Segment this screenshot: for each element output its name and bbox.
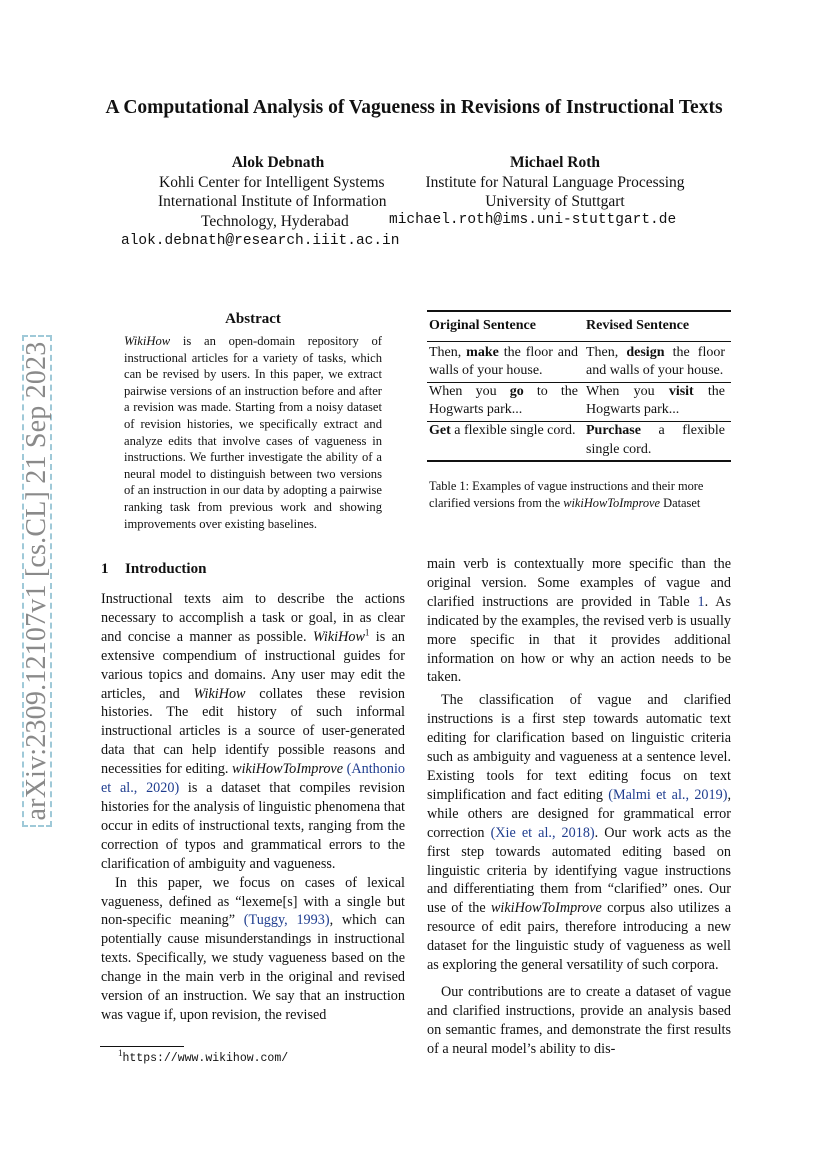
citation-link[interactable]: (Tuggy, 1993) — [243, 912, 330, 929]
text-run: main verb is contextually more specific than the original version. Some examples of vague and clarified instructions are provided in Table — [427, 556, 731, 610]
footnote — [118, 1050, 288, 1065]
text-run: a flexible single cord. — [586, 422, 725, 457]
text-run: the floor and walls of your house. — [429, 344, 579, 379]
table-cell — [427, 382, 584, 421]
citation-link[interactable]: (Malmi et al., 2019) — [608, 786, 728, 803]
paragraph — [427, 691, 731, 975]
text-run: The classification of vague and clarified instructions is a first step towards automatic text editing for clarification based on linguistic criteria such as ambiguity and vagueness at a sentence level. Existing tools for text editing focus on text simplification and fact editing — [427, 692, 731, 803]
paragraph — [427, 555, 731, 687]
abstract-heading: Abstract — [225, 311, 281, 327]
author-affiliation: Kohli Center for Intelligent Systems — [159, 173, 385, 191]
section-title: Introduction — [125, 561, 207, 577]
author-affiliation: Institute for Natural Language Processing — [425, 173, 685, 191]
author-affiliation: International Institute of Information — [158, 193, 387, 210]
table-header: Revised Sentence — [586, 318, 690, 333]
citation-link[interactable]: (Anthonio et al., 2020) — [101, 761, 405, 797]
text-run: Then, — [586, 344, 627, 360]
abstract — [124, 311, 382, 532]
author-email: michael.roth@ims.uni-stuttgart.de — [389, 212, 677, 228]
footnote-number: 1 — [118, 1048, 123, 1058]
verb: visit — [668, 383, 694, 399]
table-row — [427, 382, 731, 421]
text-run: the Hogwarts park... — [586, 383, 725, 418]
paragraph — [101, 590, 405, 874]
footnote-url[interactable]: https://www.wikihow.com/ — [122, 1052, 289, 1065]
table-caption — [427, 478, 731, 512]
text-run: . Our work acts as the first step towards automated editing based on linguistic criteria by identifying vague instructions and differentiating them from “clarified” ones. Our use of the — [427, 824, 731, 917]
examples-table — [427, 310, 731, 462]
abstract-body: is an open-domain repository of instructional articles for a variety of tasks, which can be revised by users. In this paper, we extract pairwise versions of an instruction before and after a revision was made. Starting from a noisy dataset of revision histories, we specifically extract and analyze edits that involve cases of vagueness in instructions. We further investigate the ability of a neural model to distinguish between two versions of an instruction in our data by adopting a pairwise ranking task from previous work and showing improvements over existing baselines. — [124, 334, 382, 531]
text-run: Instructional texts aim to describe the actions necessary to accomplish a task or goal, in as clear and concise a manner as possible. — [101, 591, 405, 645]
footnote-mark[interactable]: 1 — [364, 627, 370, 638]
verb: design — [626, 344, 665, 360]
author-name: Michael Roth — [510, 154, 600, 171]
author-block-2 — [416, 153, 694, 212]
wikihow-emphasis: WikiHow — [312, 628, 365, 645]
dataset-emphasis: wikiHowToImprove — [490, 900, 602, 917]
text-run: , while others are designed for grammatical error correction — [427, 786, 731, 841]
table-cell — [584, 421, 731, 461]
text-run: Table 1: Examples of vague instructions and their more clarified versions from the — [429, 479, 704, 511]
arxiv-identifier: arXiv:2309.12107v1 [cs.CL] 21 Sep 2023 — [21, 341, 52, 821]
author-email: alok.debnath@research.iiit.ac.in — [121, 233, 400, 249]
author-block-1 — [159, 153, 397, 231]
table-header-row — [427, 311, 731, 341]
verb: Purchase — [586, 422, 641, 438]
verb: make — [466, 344, 499, 360]
text-run: Dataset — [660, 496, 701, 511]
abstract-text — [124, 333, 382, 532]
text-run: When you — [586, 383, 669, 399]
verb: go — [509, 383, 524, 399]
table-row — [427, 341, 731, 382]
table-cell — [427, 341, 584, 382]
text-run: , which can potentially cause misunderstandings in instructional texts. Specifically, we study vagueness based on the change in the main verb in the original and revised version of an instruction. We say that an instruction was vague if, upon revision, the revised — [101, 912, 405, 1023]
author-affiliation: University of Stuttgart — [485, 193, 625, 210]
table-cell — [584, 382, 731, 421]
table-header: Original Sentence — [429, 318, 536, 333]
footnote-rule — [100, 1046, 184, 1047]
citation-link[interactable]: (Xie et al., 2018) — [490, 824, 595, 841]
paragraph — [101, 874, 405, 1025]
text-run: . As indicated by the examples, the revised verb is usually more specific in that it provides additional information on how or why an action needs to be taken. — [427, 593, 731, 686]
table-1 — [427, 310, 731, 512]
abstract-emphasis: WikiHow — [124, 334, 171, 348]
dataset-emphasis: wikiHowToImprove — [563, 496, 661, 511]
text-run: a flexible single cord. — [450, 422, 576, 438]
paper-title: A Computational Analysis of Vagueness in Revisions of Instructional Texts — [105, 97, 723, 118]
author-name: Alok Debnath — [231, 154, 325, 171]
section-heading — [101, 561, 206, 578]
author-affiliation: Technology, Hyderabad — [201, 212, 349, 230]
table-reference-link[interactable]: 1 — [697, 593, 705, 610]
left-column — [101, 590, 405, 1025]
table-cell — [427, 421, 584, 461]
table-cell — [584, 341, 731, 382]
text-run: corpus also utilizes a resource of edit pairs, therefore introducing a new dataset for the linguistic study of vagueness as well as exploring the general versatility of such corpora. — [427, 900, 731, 974]
text-run: Then, — [429, 344, 467, 360]
wikihow-emphasis: WikiHow — [193, 685, 246, 702]
text-run: the floor and walls of your house. — [586, 344, 725, 379]
text-run: is a dataset that compiles revision histories for the analysis of linguistic phenomena that occur in edits of instructional texts, ranging from the correction of typos and grammatical errors to the clarification of ambiguity and vagueness. — [101, 780, 406, 872]
text-run: is an extensive compendium of instructional guides for various topics and domains. Any user may edit the articles, and — [101, 628, 405, 702]
table-row — [427, 421, 731, 461]
text-run: to the Hogwarts park... — [429, 383, 578, 418]
text-run: In this paper, we focus on cases of lexical vagueness, defined as “lexeme[s] with a single but non-specific meaning” — [101, 874, 405, 929]
right-column — [427, 555, 731, 1059]
section-number: 1 — [101, 561, 109, 577]
text-run: collates these revision histories. The edit history of such informal instructional articles is a source of user-generated data that can help identify possible reasons and necessities for editing. — [101, 685, 405, 778]
verb: Get — [429, 422, 451, 438]
dataset-emphasis: wikiHowToImprove — [232, 761, 344, 778]
paragraph: Our contributions are to create a dataset of vague and clarified instructions, provide an analysis based on semantic frames, and demonstrate the first results of a neural model’s ability to dis- — [427, 983, 731, 1057]
text-run: When you — [429, 383, 510, 399]
